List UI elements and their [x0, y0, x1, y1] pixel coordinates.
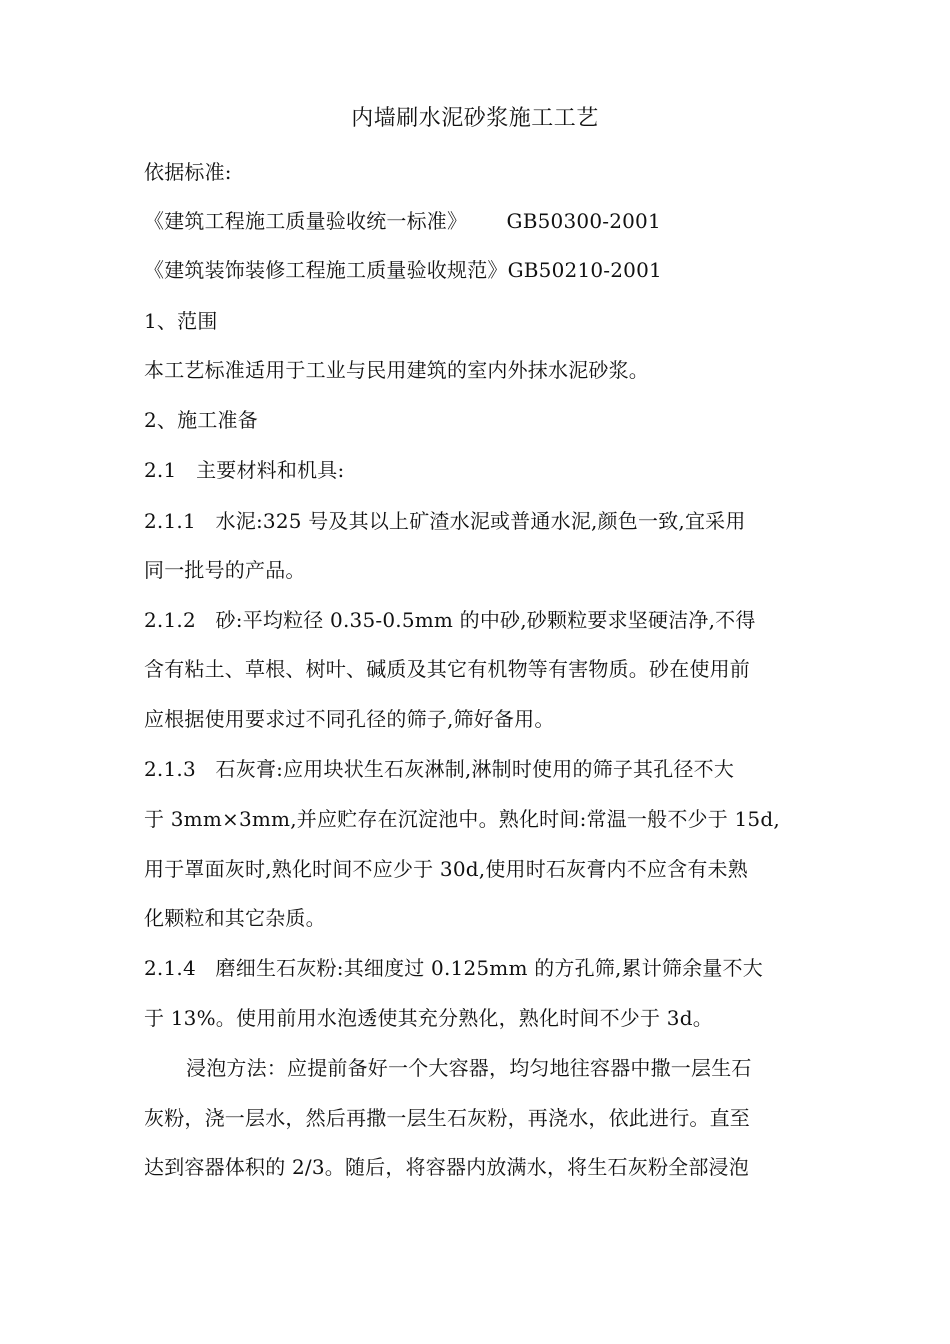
document-title: 内墙刷水泥砂浆施工工艺 — [351, 106, 599, 131]
text-line: 《建筑工程施工质量验收统一标准》 GB50300-2001 — [144, 209, 661, 233]
text-line: 2.1.3 石灰膏:应用块状生石灰淋制,淋制时使用的筛子其孔径不大 — [144, 757, 735, 781]
text-line: 于 13%。使用前用水泡透使其充分熟化，熟化时间不少于 3d。 — [144, 1006, 713, 1030]
text-line: 达到容器体积的 2/3。随后，将容器内放满水，将生石灰粉全部浸泡 — [144, 1155, 749, 1179]
text-line: 于 3mm×3mm,并应贮存在沉淀池中。熟化时间:常温一般不少于 15d, — [144, 807, 780, 831]
text-line: 应根据使用要求过不同孔径的筛子,筛好备用。 — [144, 707, 555, 731]
text-line: 2.1.4 磨细生石灰粉:其细度过 0.125mm 的方孔筛,累计筛余量不大 — [144, 956, 763, 980]
subsection-heading: 2.1 主要材料和机具: — [144, 458, 345, 482]
text-line: 2.1.2 砂:平均粒径 0.35-0.5mm 的中砂,砂颗粒要求坚硬洁净,不得 — [144, 608, 756, 632]
text-line: 化颗粒和其它杂质。 — [144, 906, 326, 930]
text-line: 含有粘土、草根、树叶、碱质及其它有机物等有害物质。砂在使用前 — [144, 657, 750, 681]
text-line: 依据标准: — [144, 160, 232, 184]
section-heading: 1、范围 — [144, 309, 218, 333]
text-line: 《建筑装饰装修工程施工质量验收规范》GB50210-2001 — [144, 258, 662, 282]
text-line: 用于罩面灰时,熟化时间不应少于 30d,使用时石灰膏内不应含有未熟 — [144, 857, 748, 881]
text-line: 浸泡方法：应提前备好一个大容器，均匀地往容器中撒一层生石 — [186, 1056, 752, 1080]
section-heading: 2、施工准备 — [144, 408, 258, 432]
text-line: 灰粉，浇一层水，然后再撒一层生石灰粉，再浇水，依此进行。直至 — [144, 1106, 750, 1130]
text-line: 2.1.1 水泥:325 号及其以上矿渣水泥或普通水泥,颜色一致,宜采用 — [144, 509, 746, 533]
text-line: 本工艺标准适用于工业与民用建筑的室内外抹水泥砂浆。 — [144, 358, 649, 382]
text-line: 同一批号的产品。 — [144, 558, 306, 582]
